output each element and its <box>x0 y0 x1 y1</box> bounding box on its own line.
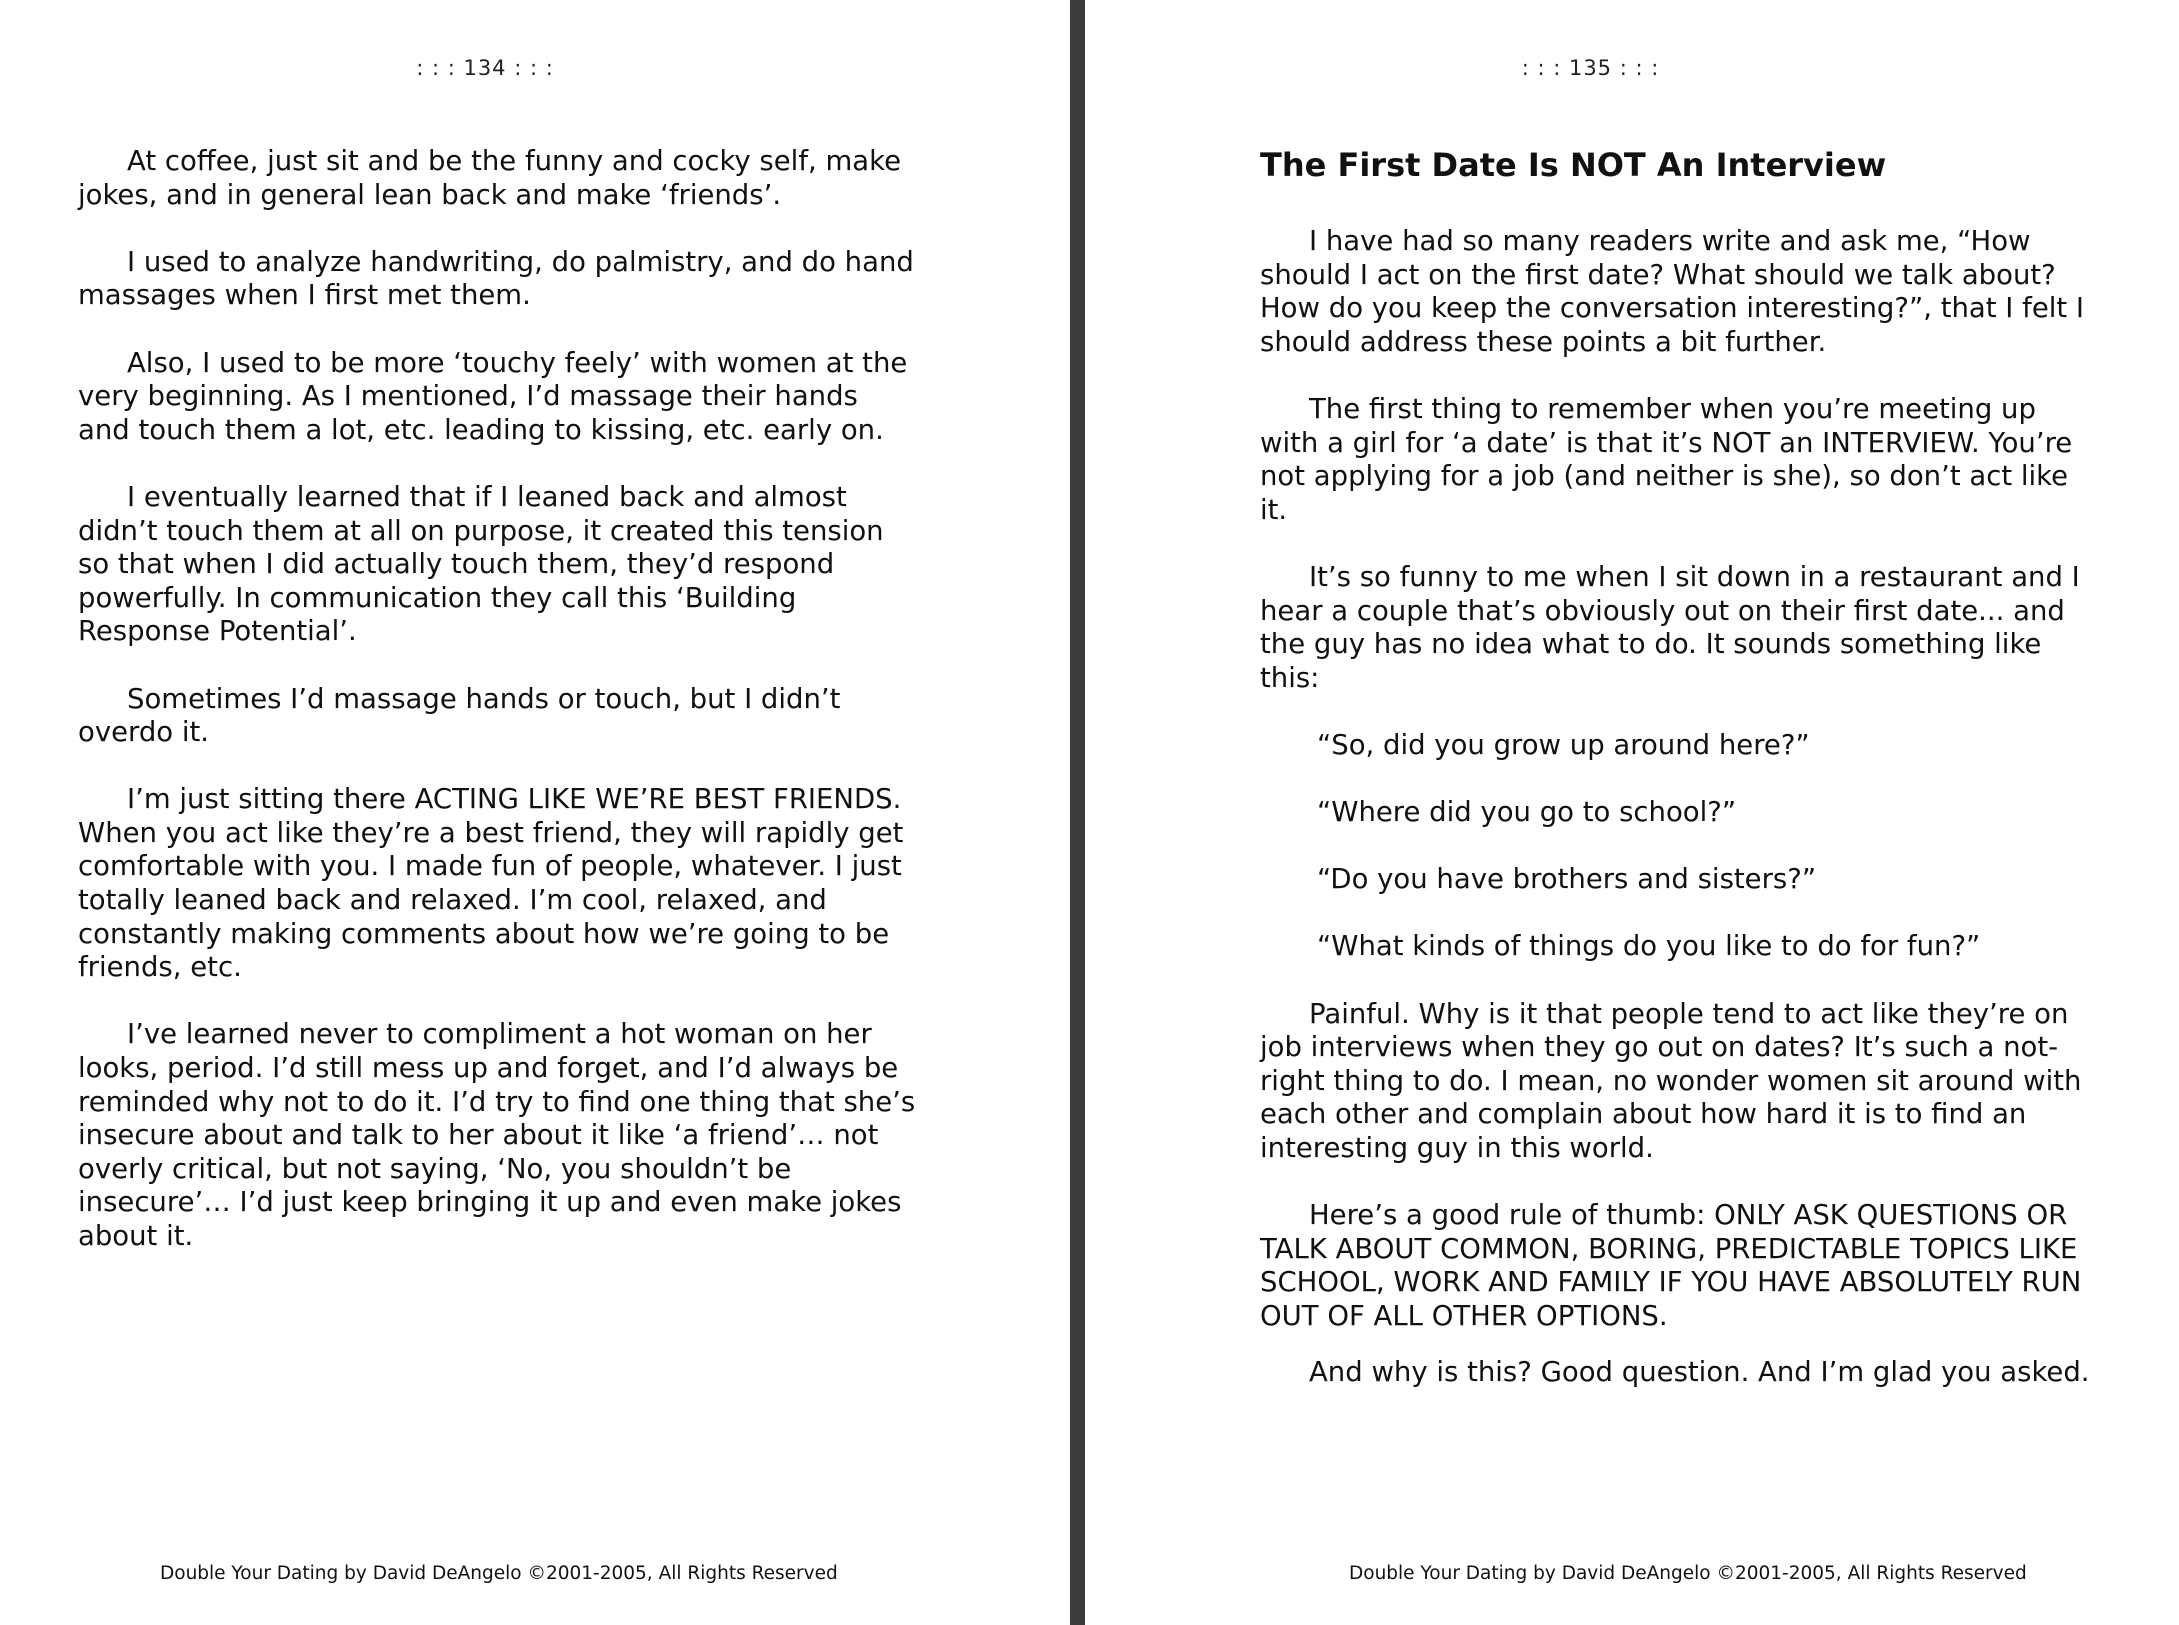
quoted-question: “Where did you go to school?” <box>1317 796 1737 829</box>
chapter-title: The First Date Is NOT An Interview <box>1260 146 1887 184</box>
page-body <box>1260 145 2100 1423</box>
quoted-question: “What kinds of things do you like to do for fun?” <box>1317 930 1981 963</box>
paragraph: I’ve learned never to compliment a hot woman on her looks, period. I’d still mess up and forget, and I’d always be reminded why not to do it. I’d try to find one thing that she’s insecure about and talk to her about it like ‘a friend’… not overly critical, but not saying, ‘No, you shouldn’t be insecure’… I’d just keep bringing it up and even make jokes about it. <box>78 1018 916 1252</box>
page-footer: Double Your Dating by David DeAngelo ©2001-2005, All Rights Reserved <box>160 1563 838 1584</box>
paragraph: At coffee, just sit and be the funny and cocky self, make jokes, and in general lean back and make ‘friends’. <box>78 145 901 211</box>
page-number: : : : 134 : : : <box>416 56 554 80</box>
quoted-question: “Do you have brothers and sisters?” <box>1317 863 1817 896</box>
book-spine <box>1070 0 1085 1625</box>
paragraph: The first thing to remember when you’re meeting up with a girl for ‘a date’ is that it’s NOT an INTERVIEW. You’re not applying for a job (and neither is she), so don’t act like it. <box>1260 392 2073 526</box>
paragraph: Painful. Why is it that people tend to act like they’re on job interviews when they go out on dates? It’s such a not-right thing to do. I mean, no wonder women sit around with each other and complain about how hard it is to find an interesting guy in this world. <box>1260 997 2082 1165</box>
right-page <box>1085 0 2179 1625</box>
left-page <box>0 0 1070 1625</box>
paragraph: It’s so funny to me when I sit down in a restaurant and I hear a couple that’s obviously out on their first date... and the guy has no idea what to do. It sounds something like this: <box>1260 560 2080 694</box>
quoted-question: “So, did you grow up around here?” <box>1317 728 1810 761</box>
paragraph: I used to analyze handwriting, do palmistry, and do hand massages when I first met them. <box>78 245 914 312</box>
paragraph: And why is this? Good question. And I’m glad you asked. <box>1309 1355 2090 1388</box>
paragraph: Here’s a good rule of thumb: ONLY ASK QUESTIONS OR TALK ABOUT COMMON, BORING, PREDICTABLE TOPICS LIKE SCHOOL, WORK AND FAMILY IF YOU HAVE ABSOLUTELY RUN OUT OF ALL OTHER OPTIONS. <box>1260 1199 2082 1332</box>
paragraph: Also, I used to be more ‘touchy feely’ with women at the very beginning. As I mentioned, I’d massage their hands and touch them a lot, etc. leading to kissing, etc. early on. <box>78 346 908 446</box>
paragraph: I eventually learned that if I leaned back and almost didn’t touch them at all on purpose, it created this tension so that when I did actually touch them, they’d respond powerfully. In communication they call this ‘Building Response Potential’. <box>78 480 884 648</box>
page-number: : : : 135 : : : <box>1521 56 1660 80</box>
page-body <box>78 145 918 1287</box>
paragraph: I’m just sitting there ACTING LIKE WE’RE BEST FRIENDS. When you act like they’re a best friend, they will rapidly get comfortable with you. I made fun of people, whatever. I just totally leaned back and relaxed. I’m cool, relaxed, and constantly making comments about how we’re going to be friends, etc. <box>78 783 904 984</box>
page-footer: Double Your Dating by David DeAngelo ©2001-2005, All Rights Reserved <box>1349 1563 2027 1584</box>
paragraph: I have had so many readers write and ask me, “How should I act on the first date? What should we talk about? How do you keep the conversation interesting?”, that I felt I should address these points a bit further. <box>1260 225 2085 358</box>
paragraph: Sometimes I’d massage hands or touch, but I didn’t overdo it. <box>78 682 841 749</box>
